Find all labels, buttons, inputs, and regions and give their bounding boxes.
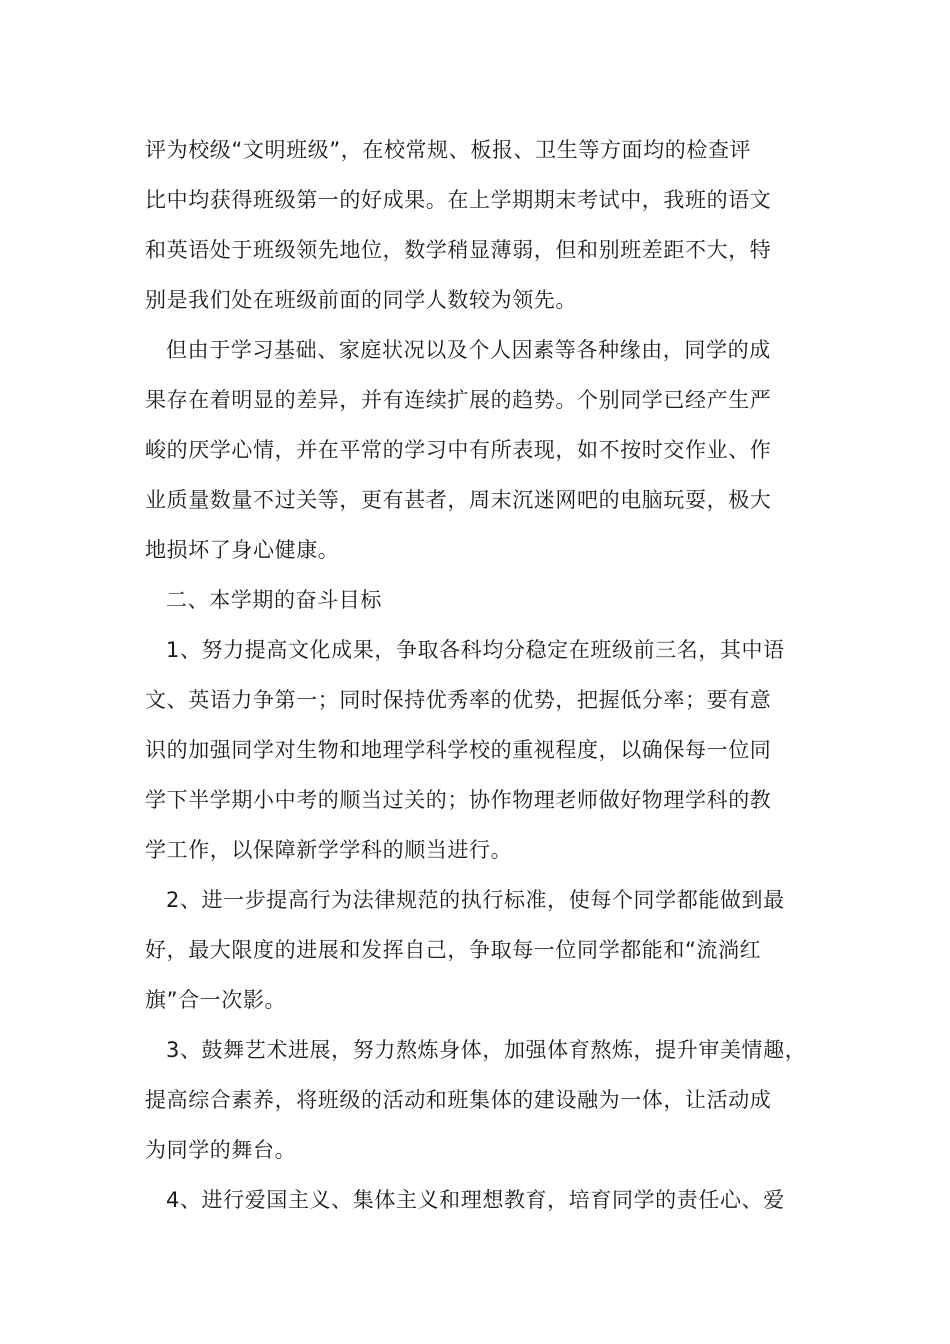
text-line: 峻的厌学心情，并在平常的学习中有所表现，如不按时交作业、作 bbox=[145, 438, 772, 462]
section-heading: 二、本学期的奋斗目标 bbox=[166, 588, 382, 612]
text-line: 和英语处于班级领先地位，数学稍显薄弱，但和别班差距不大，特 bbox=[145, 238, 772, 262]
text-line: 为同学的舞台。 bbox=[145, 1138, 297, 1162]
text-line: 好，最大限度的进展和发挥自己，争取每一位同学都能和“流淌红 bbox=[145, 938, 762, 962]
text-line: 评为校级“文明班级”，在校常规、板报、卫生等方面均的检查评 bbox=[145, 138, 752, 162]
text-line: 1、努力提高文化成果，争取各科均分稳定在班级前三名，其中语 bbox=[166, 638, 785, 662]
text-line: 学工作，以保障新学学科的顺当进行。 bbox=[145, 838, 513, 862]
text-line: 识的加强同学对生物和地理学科学校的重视程度，以确保每一位同 bbox=[145, 738, 772, 762]
text-line: 文、英语力争第一；同时保持优秀率的优势，把握低分率；要有意 bbox=[145, 688, 772, 712]
text-line: 比中均获得班级第一的好成果。在上学期期末考试中，我班的语文 bbox=[145, 188, 772, 212]
text-line: 但由于学习基础、家庭状况以及个人因素等各种缘由，同学的成 bbox=[166, 338, 771, 362]
text-line: 3、鼓舞艺术进展，努力熬炼身体，加强体育熬炼，提升审美情趣， bbox=[166, 1038, 807, 1062]
text-line: 地损坏了身心健康。 bbox=[145, 538, 340, 562]
text-line: 业质量数量不过关等，更有甚者，周末沉迷网吧的电脑玩耍，极大 bbox=[145, 488, 772, 512]
text-line: 学下半学期小中考的顺当过关的；协作物理老师做好物理学科的教 bbox=[145, 788, 772, 812]
text-line: 2、进一步提高行为法律规范的执行标准，使每个同学都能做到最 bbox=[166, 888, 785, 912]
text-line: 4、进行爱国主义、集体主义和理想教育，培育同学的责任心、爱 bbox=[166, 1188, 785, 1212]
text-line: 果存在着明显的差异，并有连续扩展的趋势。个别同学已经产生严 bbox=[145, 388, 772, 412]
text-line: 别是我们处在班级前面的同学人数较为领先。 bbox=[145, 288, 577, 312]
text-line: 旗”合一次影。 bbox=[145, 988, 287, 1012]
text-line: 提高综合素养，将班级的活动和班集体的建设融为一体，让活动成 bbox=[145, 1088, 772, 1112]
